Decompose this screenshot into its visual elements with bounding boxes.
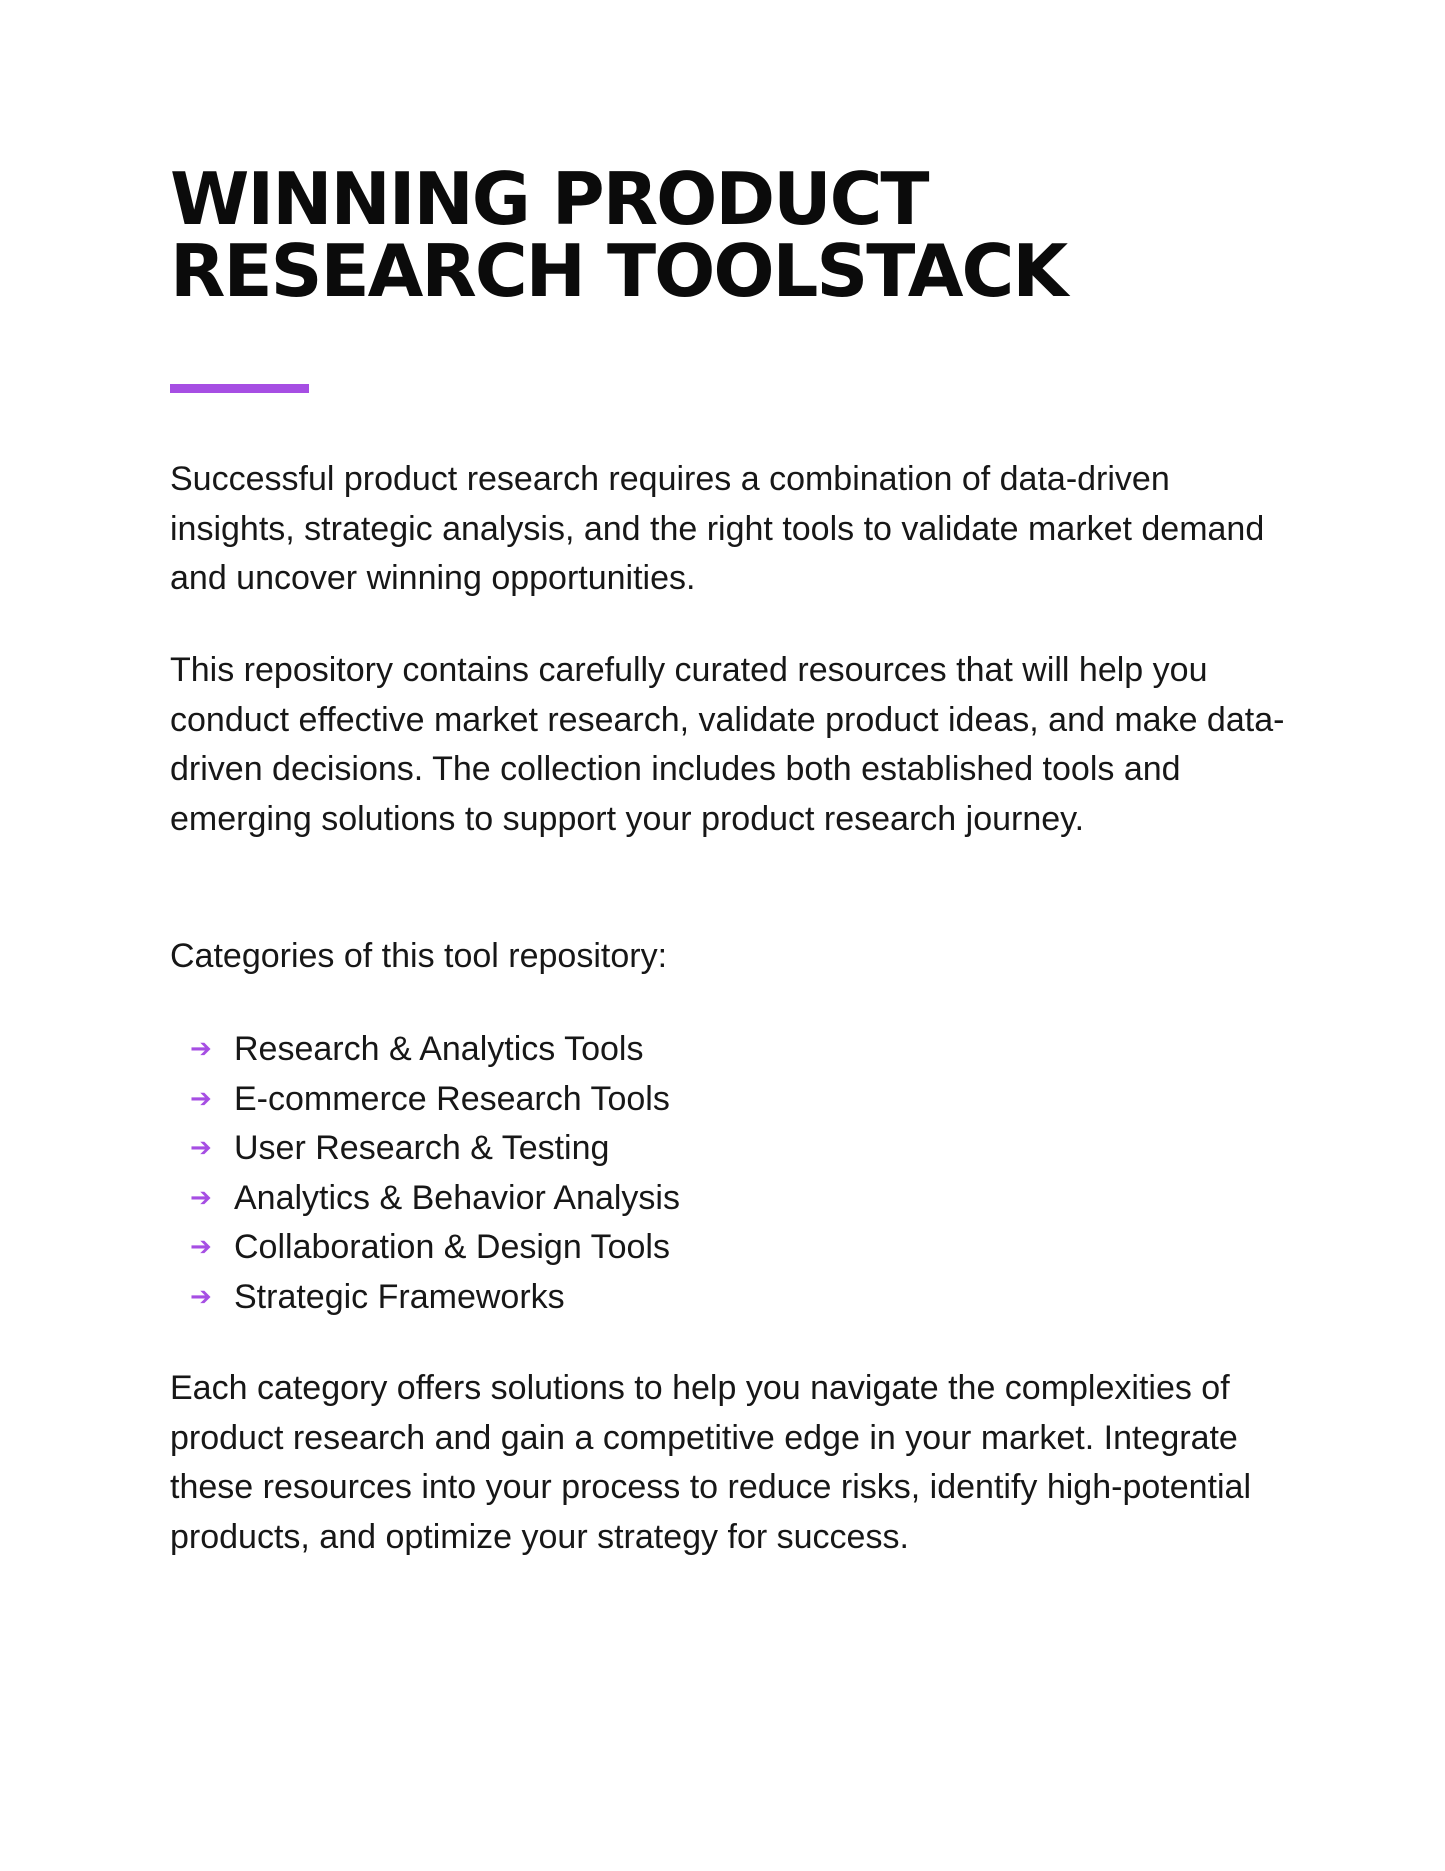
intro-paragraph: Successful product research requires a combination of data-driven insights, strategic analysis, and the right tools to validate market demand and uncover winning opportunities. [170, 460, 1265, 597]
arrow-right-icon: ➔ [190, 1232, 212, 1262]
category-item [190, 1075, 680, 1125]
page-title [170, 157, 1290, 313]
category-label: User Research & Testing [234, 1129, 610, 1167]
category-label: Collaboration & Design Tools [234, 1228, 670, 1266]
category-label: Strategic Frameworks [234, 1277, 565, 1316]
category-item [190, 1025, 680, 1075]
category-list [190, 1025, 680, 1322]
category-item [190, 1124, 680, 1174]
category-item [190, 1273, 680, 1323]
title-line-1: WINNING PRODUCT [170, 157, 928, 241]
title-accent-divider [170, 384, 309, 393]
category-label: Research & Analytics Tools [234, 1030, 644, 1068]
category-item [190, 1174, 680, 1224]
arrow-right-icon: ➔ [190, 1133, 212, 1163]
arrow-right-icon: ➔ [190, 1281, 212, 1312]
categories-heading: Categories of this tool repository: [170, 937, 668, 975]
arrow-right-icon: ➔ [190, 1034, 212, 1064]
category-label: E-commerce Research Tools [234, 1079, 670, 1118]
arrow-right-icon: ➔ [190, 1083, 212, 1114]
closing-paragraph: Each category offers solutions to help you navigate the complexities of product research and gain a competitive edge in your market. Integrate these resources into your process to reduce risks, identify high-potential products, and optimize your strategy for success. [170, 1369, 1251, 1556]
category-item [190, 1223, 680, 1273]
title-line-2: RESEARCH TOOLSTACK [170, 229, 1067, 313]
arrow-right-icon: ➔ [190, 1182, 212, 1213]
repository-paragraph: This repository contains carefully curated resources that will help you conduct effective market research, validate product ideas, and make data-driven decisions. The collection includes both established tools and emerging solutions to support your product research journey. [170, 651, 1285, 838]
category-label: Analytics & Behavior Analysis [234, 1178, 680, 1217]
